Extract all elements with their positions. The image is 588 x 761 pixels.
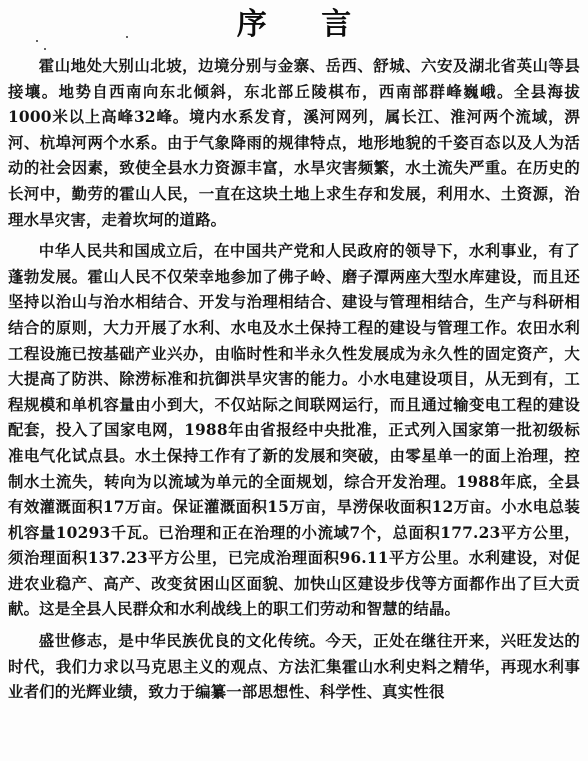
scan-speck	[44, 48, 46, 50]
scan-speck	[36, 40, 38, 42]
document-body	[8, 54, 580, 706]
scan-speck	[126, 36, 128, 38]
paragraph-3: 盛世修志，是中华民族优良的文化传统。今天，正处在继往开来，兴旺发达的时代，我们力求以马克思主义的观点、方法汇集霍山水利史料之精华，再现水利事业者们的光辉业绩，致力于编纂一部思想性、科学性、真实性很	[8, 632, 580, 702]
paragraph-1: 霍山地处大别山北坡，边境分别与金寨、岳西、舒城、六安及湖北省英山等县接壤。地势自西南向东北倾斜，东北部丘陵棋布，西南部群峰巍峨。全县海拔1000米以上高峰32峰。境内水系发育，溪河网列，属长江、淮河两个流域，淠河、杭埠河两个水系。由于气象降雨的规律特点，地形地貌的千姿百态以及人为活动的社会因素，致使全县水力资源丰富，水旱灾害频繁，水土流失严重。在历史的长河中，勤劳的霍山人民，一直在这块土地上求生存和发展，利用水、土资源，治理水旱灾害，走着坎坷的道路。	[8, 57, 580, 229]
page-title: 序 言	[236, 7, 374, 42]
paragraph-2: 中华人民共和国成立后，在中国共产党和人民政府的领导下，水利事业，有了蓬勃发展。霍山人民不仅荣幸地参加了佛子岭、磨子潭两座大型水库建设，而且还坚持以治山与治水相结合、开发与治理相结合、建设与管理相结合，生产与科研相结合的原则，大力开展了水利、水电及水土保持工程的建设与管理工作。农田水利工程设施已按基础产业兴办，由临时性和半永久性发展成为永久性的固定资产，大大提高了防洪、除涝标准和抗御洪旱灾害的能力。小水电建设项目，从无到有，工程规模和单机容量由小到大，不仅站际之间联网运行，而且通过输变电工程的建设配套，投入了国家电网，1988年由省报经中央批准，正式列入国家第一批初级标准电气化试点县。水土保持工作有了新的发展和突破，由零星单一的面上治理，控制水土流失，转向为以流域为单元的全面规划，综合开发治理。1988年底，全县有效灌溉面积17万亩。保证灌溉面积15万亩，旱涝保收面积12万亩。小水电总装机容量10293千瓦。已治理和正在治理的小流域7个，总面积177.23平方公里，须治理面积137.23平方公里，已完成治理面积96.11平方公里。水利建设，对促进农业稳产、高产、改变贫困山区面貌、加快山区建设步伐等方面都作出了巨大贡献。这是全县人民群众和水利战线上的职工们劳动和智慧的结晶。	[8, 242, 580, 619]
